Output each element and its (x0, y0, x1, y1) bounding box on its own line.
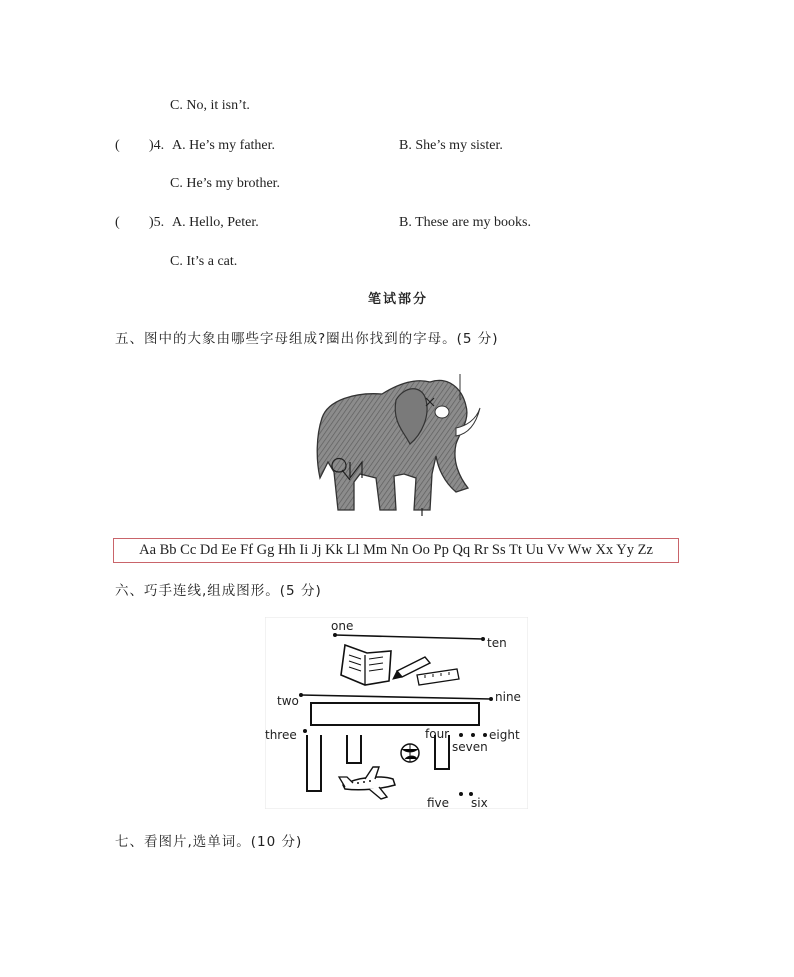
dot-label-four: four (425, 727, 450, 741)
q5-option-c: C. It’s a cat. (170, 254, 238, 269)
dot-four (459, 733, 463, 737)
dot-label-one: one (331, 619, 354, 633)
q4-answer-paren-open: ( (115, 138, 120, 153)
dot-label-nine: nine (495, 690, 521, 704)
dot-label-ten: ten (487, 636, 507, 650)
elephant-picture (310, 370, 485, 518)
q5-option-b: B. These are my books. (399, 215, 531, 230)
dot-label-eight: eight (489, 728, 520, 742)
dot-label-six: six (471, 796, 488, 809)
dot-label-two: two (277, 694, 299, 708)
section5-instruction: 五、图中的大象由哪些字母组成?圈出你找到的字母。(5 分) (115, 331, 499, 347)
q4-number: )4. (149, 138, 165, 153)
dot-five (459, 792, 463, 796)
dot-label-five: five (427, 796, 450, 809)
q5-number: )5. (149, 215, 165, 230)
q4-option-b: B. She’s my sister. (399, 138, 503, 153)
section7-instruction: 七、看图片,选单词。(10 分) (115, 834, 303, 850)
q5-option-a: A. Hello, Peter. (172, 215, 259, 230)
q4-option-c: C. He’s my brother. (170, 176, 281, 191)
table-top (311, 703, 479, 725)
alphabet-letters-box: Aa Bb Cc Dd Ee Ff Gg Hh Ii Jj Kk Ll Mm Nn Oo Pp Qq Rr Ss Tt Uu Vv Ww Xx Yy Zz (113, 538, 679, 563)
dot-label-three: three (265, 728, 297, 742)
q3-option-c: C. No, it isn’t. (170, 98, 250, 113)
dot-to-dot-picture (265, 617, 528, 809)
ball-icon (401, 744, 419, 762)
dot-eight (483, 733, 487, 737)
dot-nine (489, 697, 493, 701)
dot-three (303, 729, 307, 733)
dot-label-seven: seven (452, 740, 488, 754)
dot-seven (471, 733, 475, 737)
section6-instruction: 六、巧手连线,组成图形。(5 分) (115, 583, 322, 599)
written-part-title: 笔试部分 (368, 292, 429, 307)
dot-ten (481, 637, 485, 641)
q4-option-a: A. He’s my father. (172, 138, 276, 153)
q5-answer-paren-open: ( (115, 215, 120, 230)
